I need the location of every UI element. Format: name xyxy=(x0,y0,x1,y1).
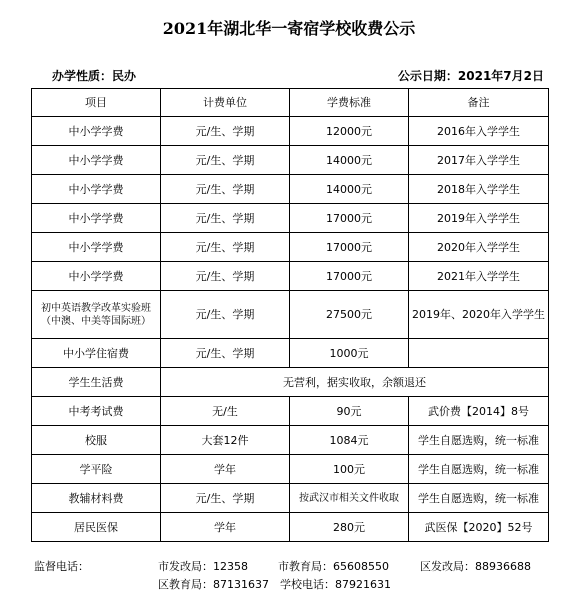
table-row xyxy=(32,484,549,513)
table-row xyxy=(32,291,549,339)
cell-fee: 27500元 xyxy=(290,291,409,339)
cell-item: 居民医保 xyxy=(32,513,161,542)
cell-note: 学生自愿选购，统一标准 xyxy=(409,484,549,513)
cell-fee: 1000元 xyxy=(290,339,409,368)
cell-unit: 无/生 xyxy=(161,397,290,426)
table-row xyxy=(32,455,549,484)
cell-unit: 元/生、学期 xyxy=(161,339,290,368)
cell-note: 2021年入学学生 xyxy=(409,262,549,291)
table-row xyxy=(32,146,549,175)
cell-fee: 12000元 xyxy=(290,117,409,146)
cell-note: 学生自愿选购，统一标准 xyxy=(409,455,549,484)
page-title: 2021年湖北华一寄宿学校收费公示 xyxy=(162,19,416,38)
cell-note: 学生自愿选购，统一标准 xyxy=(409,426,549,455)
cell-note: 2018年入学学生 xyxy=(409,175,549,204)
cell-item: 教辅材料费 xyxy=(32,484,161,513)
cell-unit: 大套12件 xyxy=(161,426,290,455)
cell-item: 学生生活费 xyxy=(32,368,161,397)
cell-note: 2017年入学学生 xyxy=(409,146,549,175)
cell-fee: 1084元 xyxy=(290,426,409,455)
cell-living-fee-value: 无营利，据实收取，余额退还 xyxy=(161,368,549,397)
cell-unit: 元/生、学期 xyxy=(161,262,290,291)
cell-unit: 学年 xyxy=(161,513,290,542)
fee-table xyxy=(31,88,549,542)
header-unit: 计费单位 xyxy=(161,89,290,117)
table-row xyxy=(32,426,549,455)
cell-fee: 14000元 xyxy=(290,175,409,204)
city-dev-phone: 市发改局：12358 xyxy=(158,560,248,573)
cell-unit: 元/生、学期 xyxy=(161,146,290,175)
cell-unit: 元/生、学期 xyxy=(161,484,290,513)
table-header-row xyxy=(32,89,549,117)
cell-item: 中小学学费 xyxy=(32,117,161,146)
cell-unit: 元/生、学期 xyxy=(161,233,290,262)
table-row xyxy=(32,175,549,204)
notice-date: 公示日期：2021年7月2日 xyxy=(397,69,544,83)
cell-fee: 按武汉市相关文件收取 xyxy=(290,484,409,513)
city-edu-phone: 市教育局：65608550 xyxy=(278,560,389,573)
supervision-label: 监督电话： xyxy=(34,560,89,573)
cell-fee: 100元 xyxy=(290,455,409,484)
table-row xyxy=(32,397,549,426)
header-fee: 学费标准 xyxy=(290,89,409,117)
cell-item: 学平险 xyxy=(32,455,161,484)
cell-item: 中考考试费 xyxy=(32,397,161,426)
table-row xyxy=(32,204,549,233)
cell-fee: 17000元 xyxy=(290,204,409,233)
cell-item: 中小学学费 xyxy=(32,204,161,233)
cell-unit: 学年 xyxy=(161,455,290,484)
cell-note: 2020年入学学生 xyxy=(409,233,549,262)
cell-item: 初中英语教学改革实验班（中澳、中美等国际班） xyxy=(32,291,161,339)
district-edu-phone: 区教育局：87131637 xyxy=(158,578,269,591)
cell-unit: 元/生、学期 xyxy=(161,117,290,146)
table-row xyxy=(32,233,549,262)
cell-item: 中小学学费 xyxy=(32,262,161,291)
table-row xyxy=(32,262,549,291)
cell-note: 2019年、2020年入学学生 xyxy=(409,291,549,339)
cell-item: 中小学学费 xyxy=(32,233,161,262)
cell-fee: 17000元 xyxy=(290,262,409,291)
cell-note: 2016年入学学生 xyxy=(409,117,549,146)
district-dev-phone: 区发改局：88936688 xyxy=(420,560,531,573)
header-note: 备注 xyxy=(409,89,549,117)
cell-fee: 17000元 xyxy=(290,233,409,262)
cell-unit: 元/生、学期 xyxy=(161,175,290,204)
table-row xyxy=(32,117,549,146)
school-type: 办学性质：民办 xyxy=(52,69,137,83)
cell-note: 武价费【2014】8号 xyxy=(409,397,549,426)
table-row-living-fee xyxy=(32,368,549,397)
cell-fee: 14000元 xyxy=(290,146,409,175)
cell-item: 中小学学费 xyxy=(32,146,161,175)
table-row xyxy=(32,513,549,542)
cell-unit: 元/生、学期 xyxy=(161,204,290,233)
header-item: 项目 xyxy=(32,89,161,117)
cell-item: 中小学住宿费 xyxy=(32,339,161,368)
cell-fee: 280元 xyxy=(290,513,409,542)
cell-unit: 元/生、学期 xyxy=(161,291,290,339)
cell-note: 武医保【2020】52号 xyxy=(409,513,549,542)
cell-note: 2019年入学学生 xyxy=(409,204,549,233)
cell-note xyxy=(409,339,549,368)
cell-fee: 90元 xyxy=(290,397,409,426)
cell-item: 校服 xyxy=(32,426,161,455)
table-row xyxy=(32,339,549,368)
cell-item: 中小学学费 xyxy=(32,175,161,204)
school-phone: 学校电话：87921631 xyxy=(280,578,391,591)
